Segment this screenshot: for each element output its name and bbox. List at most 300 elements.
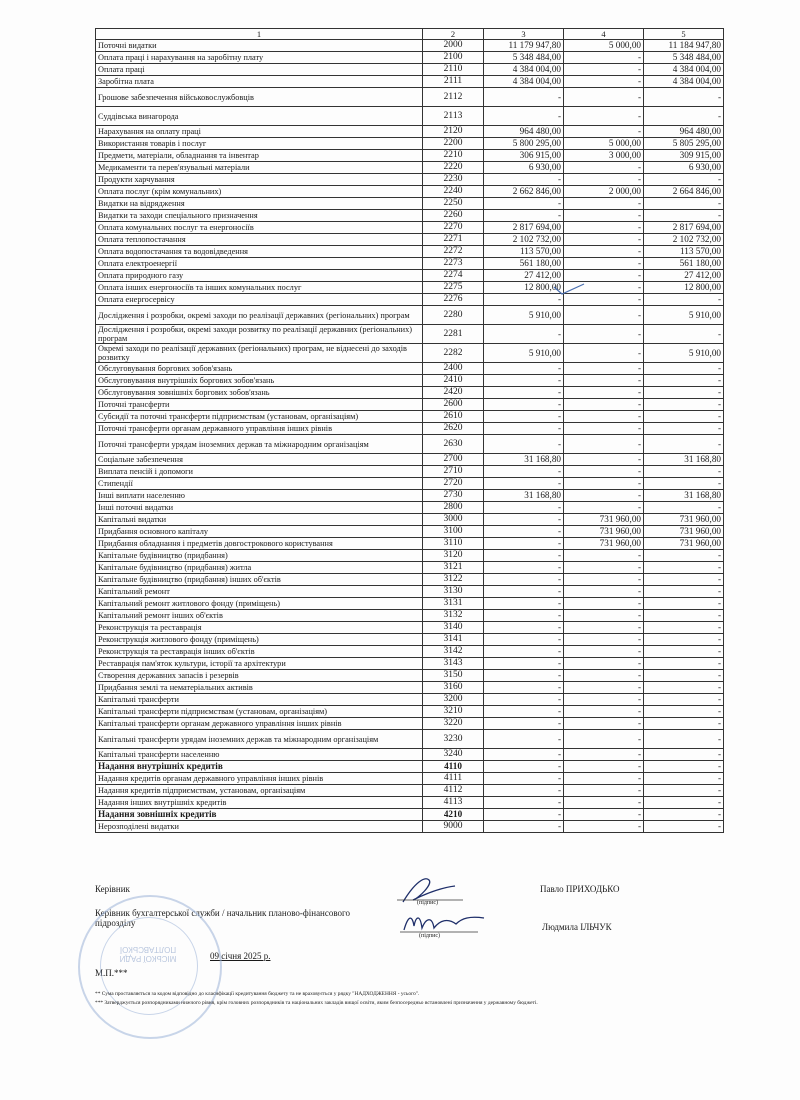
table-row xyxy=(96,186,724,198)
row-col5-cell: 11 184 947,80 xyxy=(644,40,724,52)
row-col4-cell: - xyxy=(564,562,644,574)
row-col4-cell: - xyxy=(564,622,644,634)
table-row xyxy=(96,246,724,258)
row-code-cell: 3150 xyxy=(423,670,484,682)
row-col4-cell: - xyxy=(564,107,644,126)
row-code-cell: 3230 xyxy=(423,730,484,749)
table-row xyxy=(96,174,724,186)
row-col5-cell: 5 805 295,00 xyxy=(644,138,724,150)
table-row xyxy=(96,586,724,598)
row-col3-cell: 113 570,00 xyxy=(484,246,564,258)
row-col4-cell: 731 960,00 xyxy=(564,538,644,550)
budget-table xyxy=(95,28,724,833)
row-col3-cell: 11 179 947,80 xyxy=(484,40,564,52)
row-col5-cell: - xyxy=(644,88,724,107)
row-name-cell: Реконструкція та реставрація інших об'єктів xyxy=(96,646,423,658)
row-col3-cell: - xyxy=(484,387,564,399)
row-col5-cell: - xyxy=(644,387,724,399)
row-col4-cell: - xyxy=(564,466,644,478)
table-header-row xyxy=(96,29,724,40)
table-row xyxy=(96,387,724,399)
row-code-cell: 3100 xyxy=(423,526,484,538)
row-col3-cell: - xyxy=(484,821,564,833)
row-col4-cell: - xyxy=(564,670,644,682)
table-row xyxy=(96,574,724,586)
row-col4-cell: - xyxy=(564,610,644,622)
row-col3-cell: 31 168,80 xyxy=(484,490,564,502)
row-col3-cell: 5 348 484,00 xyxy=(484,52,564,64)
table-row xyxy=(96,730,724,749)
table-row xyxy=(96,198,724,210)
table-row xyxy=(96,718,724,730)
row-code-cell: 3120 xyxy=(423,550,484,562)
row-col4-cell: 5 000,00 xyxy=(564,138,644,150)
row-name-cell: Обслуговування боргових зобов'язань xyxy=(96,363,423,375)
table-row xyxy=(96,126,724,138)
row-col3-cell: 27 412,00 xyxy=(484,270,564,282)
row-col3-cell: - xyxy=(484,718,564,730)
row-col4-cell: - xyxy=(564,785,644,797)
header-cell: 3 xyxy=(484,29,564,40)
row-col5-cell: - xyxy=(644,610,724,622)
row-code-cell: 2112 xyxy=(423,88,484,107)
row-col3-cell: - xyxy=(484,610,564,622)
row-code-cell: 3122 xyxy=(423,574,484,586)
row-col5-cell: 5 910,00 xyxy=(644,344,724,363)
table-row xyxy=(96,610,724,622)
row-col4-cell: - xyxy=(564,294,644,306)
row-col3-cell: - xyxy=(484,325,564,344)
table-row xyxy=(96,270,724,282)
row-col5-cell: 731 960,00 xyxy=(644,538,724,550)
row-col4-cell: - xyxy=(564,706,644,718)
row-col3-cell: - xyxy=(484,550,564,562)
row-name-cell: Використання товарів і послуг xyxy=(96,138,423,150)
row-name-cell: Субсидії та поточні трансферти підприємствам (установам, організаціям) xyxy=(96,411,423,423)
row-code-cell: 3140 xyxy=(423,622,484,634)
table-row xyxy=(96,538,724,550)
stamp-text: МІСЬКОЇ РАДИ ПОЛТАВСЬКОЇ xyxy=(119,945,177,963)
row-name-cell: Надання зовнішніх кредитів xyxy=(96,809,423,821)
row-name-cell: Капітальне будівництво (придбання) житла xyxy=(96,562,423,574)
row-col4-cell: - xyxy=(564,646,644,658)
row-col4-cell: - xyxy=(564,454,644,466)
head-label: Керівник xyxy=(95,884,130,894)
table-row xyxy=(96,399,724,411)
row-col4-cell: - xyxy=(564,749,644,761)
row-col4-cell: - xyxy=(564,88,644,107)
table-row xyxy=(96,785,724,797)
row-code-cell: 3131 xyxy=(423,598,484,610)
row-col4-cell: - xyxy=(564,363,644,375)
row-col5-cell: - xyxy=(644,622,724,634)
table-row xyxy=(96,435,724,454)
table-row xyxy=(96,634,724,646)
row-col4-cell: - xyxy=(564,52,644,64)
row-col3-cell: - xyxy=(484,478,564,490)
row-col4-cell: - xyxy=(564,162,644,174)
table-row xyxy=(96,76,724,88)
row-code-cell: 3142 xyxy=(423,646,484,658)
row-code-cell: 2220 xyxy=(423,162,484,174)
row-col3-cell: - xyxy=(484,375,564,387)
row-col3-cell: - xyxy=(484,174,564,186)
row-col4-cell: - xyxy=(564,773,644,785)
row-name-cell: Капітальні видатки xyxy=(96,514,423,526)
row-col4-cell: 3 000,00 xyxy=(564,150,644,162)
row-col5-cell: - xyxy=(644,634,724,646)
row-code-cell: 4110 xyxy=(423,761,484,773)
row-col5-cell: - xyxy=(644,821,724,833)
row-code-cell: 3210 xyxy=(423,706,484,718)
row-col4-cell: - xyxy=(564,344,644,363)
table-row xyxy=(96,52,724,64)
row-code-cell: 2630 xyxy=(423,435,484,454)
row-code-cell: 2281 xyxy=(423,325,484,344)
row-code-cell: 2100 xyxy=(423,52,484,64)
row-col4-cell: - xyxy=(564,658,644,670)
table-row xyxy=(96,40,724,52)
table-row xyxy=(96,423,724,435)
table-row xyxy=(96,658,724,670)
table-row xyxy=(96,222,724,234)
accountant-label: Керівник бухгалтерської служби / начальник планово-фінансового підрозділу xyxy=(95,908,351,928)
row-col5-cell: 27 412,00 xyxy=(644,270,724,282)
row-col4-cell: - xyxy=(564,730,644,749)
table-row xyxy=(96,258,724,270)
row-code-cell: 2120 xyxy=(423,126,484,138)
row-col4-cell: - xyxy=(564,306,644,325)
table-row xyxy=(96,294,724,306)
table-row xyxy=(96,694,724,706)
row-name-cell: Дослідження і розробки, окремі заходи розвитку по реалізації державних (регіональних) програм xyxy=(96,325,423,344)
row-col5-cell: - xyxy=(644,785,724,797)
table-row xyxy=(96,466,724,478)
table-row xyxy=(96,64,724,76)
row-code-cell: 2282 xyxy=(423,344,484,363)
row-name-cell: Видатки та заходи спеціального призначення xyxy=(96,210,423,222)
table-row xyxy=(96,821,724,833)
row-col5-cell: 731 960,00 xyxy=(644,514,724,526)
table-row xyxy=(96,761,724,773)
row-code-cell: 3200 xyxy=(423,694,484,706)
row-name-cell: Нерозподілені видатки xyxy=(96,821,423,833)
row-col5-cell: 309 915,00 xyxy=(644,150,724,162)
row-col5-cell: - xyxy=(644,550,724,562)
row-name-cell: Видатки на відрядження xyxy=(96,198,423,210)
table-row xyxy=(96,306,724,325)
row-col5-cell: - xyxy=(644,658,724,670)
row-col3-cell: - xyxy=(484,574,564,586)
official-stamp xyxy=(78,895,222,1039)
row-name-cell: Капітальний ремонт xyxy=(96,586,423,598)
table-row xyxy=(96,550,724,562)
row-col5-cell: 731 960,00 xyxy=(644,526,724,538)
table-row xyxy=(96,809,724,821)
row-col5-cell: - xyxy=(644,294,724,306)
row-code-cell: 2700 xyxy=(423,454,484,466)
row-col5-cell: - xyxy=(644,375,724,387)
table-row xyxy=(96,325,724,344)
row-col5-cell: 5 348 484,00 xyxy=(644,52,724,64)
row-col4-cell: - xyxy=(564,234,644,246)
row-code-cell: 4112 xyxy=(423,785,484,797)
row-name-cell: Оплата праці xyxy=(96,64,423,76)
row-col3-cell: 561 180,00 xyxy=(484,258,564,270)
row-col4-cell: - xyxy=(564,490,644,502)
row-code-cell: 2275 xyxy=(423,282,484,294)
row-col3-cell: - xyxy=(484,294,564,306)
row-code-cell: 2260 xyxy=(423,210,484,222)
row-col5-cell: - xyxy=(644,574,724,586)
row-name-cell: Суддівська винагорода xyxy=(96,107,423,126)
row-col3-cell: - xyxy=(484,785,564,797)
header-cell: 1 xyxy=(96,29,423,40)
row-col3-cell: - xyxy=(484,682,564,694)
row-col3-cell: 306 915,00 xyxy=(484,150,564,162)
row-code-cell: 2730 xyxy=(423,490,484,502)
header-cell: 5 xyxy=(644,29,724,40)
row-code-cell: 2113 xyxy=(423,107,484,126)
row-code-cell: 2720 xyxy=(423,478,484,490)
row-col4-cell: - xyxy=(564,502,644,514)
table-row xyxy=(96,622,724,634)
row-name-cell: Реставрація пам'яток культури, історії та архітектури xyxy=(96,658,423,670)
row-col5-cell: - xyxy=(644,174,724,186)
date: 09 січня 2025 р. xyxy=(210,951,271,961)
row-col5-cell: - xyxy=(644,598,724,610)
table-row xyxy=(96,138,724,150)
row-col4-cell: - xyxy=(564,586,644,598)
row-col5-cell: - xyxy=(644,670,724,682)
row-col5-cell: - xyxy=(644,466,724,478)
row-col5-cell: 4 384 004,00 xyxy=(644,76,724,88)
row-code-cell: 3121 xyxy=(423,562,484,574)
row-col3-cell: 4 384 004,00 xyxy=(484,64,564,76)
row-col3-cell: - xyxy=(484,658,564,670)
row-name-cell: Поточні трансферти органам державного управління інших рівнів xyxy=(96,423,423,435)
row-col4-cell: - xyxy=(564,387,644,399)
row-col5-cell: - xyxy=(644,435,724,454)
row-col4-cell: - xyxy=(564,399,644,411)
row-name-cell: Нарахування на оплату праці xyxy=(96,126,423,138)
table-row xyxy=(96,162,724,174)
row-col5-cell: - xyxy=(644,586,724,598)
row-code-cell: 2273 xyxy=(423,258,484,270)
row-col5-cell: - xyxy=(644,562,724,574)
row-code-cell: 4111 xyxy=(423,773,484,785)
table-row xyxy=(96,682,724,694)
row-col5-cell: 964 480,00 xyxy=(644,126,724,138)
row-col5-cell: - xyxy=(644,730,724,749)
table-row xyxy=(96,749,724,761)
row-code-cell: 2110 xyxy=(423,64,484,76)
row-col4-cell: - xyxy=(564,246,644,258)
row-code-cell: 2000 xyxy=(423,40,484,52)
row-col5-cell: - xyxy=(644,646,724,658)
row-col4-cell: - xyxy=(564,574,644,586)
row-col3-cell: - xyxy=(484,694,564,706)
row-col4-cell: - xyxy=(564,478,644,490)
row-code-cell: 2410 xyxy=(423,375,484,387)
table-row xyxy=(96,478,724,490)
row-col5-cell: - xyxy=(644,718,724,730)
row-name-cell: Грошове забезпечення військовослужбовців xyxy=(96,88,423,107)
row-name-cell: Оплата комунальних послуг та енергоносіїв xyxy=(96,222,423,234)
row-name-cell: Надання внутрішніх кредитів xyxy=(96,761,423,773)
row-col4-cell: - xyxy=(564,761,644,773)
table-row xyxy=(96,234,724,246)
row-code-cell: 2600 xyxy=(423,399,484,411)
row-col5-cell: - xyxy=(644,411,724,423)
row-col5-cell: 2 817 694,00 xyxy=(644,222,724,234)
row-col3-cell: 4 384 004,00 xyxy=(484,76,564,88)
row-name-cell: Надання кредитів підприємствам, установам, організаціям xyxy=(96,785,423,797)
row-col3-cell: - xyxy=(484,423,564,435)
row-name-cell: Інші поточні видатки xyxy=(96,502,423,514)
row-col5-cell: - xyxy=(644,706,724,718)
footnote-2: ** Сума проставляється за кодом відповідно до класифікації кредитування бюджету та не враховується у рядку "НАДХОДЖЕННЯ - усього". xyxy=(95,991,420,997)
row-col4-cell: - xyxy=(564,694,644,706)
row-name-cell: Обслуговування внутрішніх боргових зобов'язань xyxy=(96,375,423,387)
accountant-signature-icon xyxy=(398,908,488,938)
row-col3-cell: 12 800,00 xyxy=(484,282,564,294)
row-col3-cell: - xyxy=(484,88,564,107)
row-col4-cell: - xyxy=(564,797,644,809)
row-col3-cell: - xyxy=(484,670,564,682)
row-code-cell: 2610 xyxy=(423,411,484,423)
row-col4-cell: - xyxy=(564,718,644,730)
row-name-cell: Оплата праці і нарахування на заробітну плату xyxy=(96,52,423,64)
row-code-cell: 3220 xyxy=(423,718,484,730)
row-name-cell: Предмети, матеріали, обладнання та інвентар xyxy=(96,150,423,162)
table-row xyxy=(96,454,724,466)
row-name-cell: Реконструкція житлового фонду (приміщень) xyxy=(96,634,423,646)
row-col3-cell: - xyxy=(484,598,564,610)
header-cell: 2 xyxy=(423,29,484,40)
row-col5-cell: - xyxy=(644,761,724,773)
row-name-cell: Надання кредитів органам державного управління інших рівнів xyxy=(96,773,423,785)
row-col4-cell: - xyxy=(564,198,644,210)
row-col5-cell: 113 570,00 xyxy=(644,246,724,258)
row-name-cell: Виплата пенсій і допомоги xyxy=(96,466,423,478)
row-col5-cell: - xyxy=(644,478,724,490)
row-name-cell: Оплата теплопостачання xyxy=(96,234,423,246)
table-row xyxy=(96,514,724,526)
row-col3-cell: - xyxy=(484,586,564,598)
row-col4-cell: - xyxy=(564,598,644,610)
row-col3-cell: 31 168,80 xyxy=(484,454,564,466)
row-col3-cell: - xyxy=(484,797,564,809)
row-code-cell: 3110 xyxy=(423,538,484,550)
row-code-cell: 2111 xyxy=(423,76,484,88)
row-code-cell: 2710 xyxy=(423,466,484,478)
table-row xyxy=(96,797,724,809)
row-name-cell: Капітальний ремонт інших об'єктів xyxy=(96,610,423,622)
row-col5-cell: 31 168,80 xyxy=(644,490,724,502)
row-col3-cell: - xyxy=(484,622,564,634)
row-col4-cell: - xyxy=(564,282,644,294)
row-code-cell: 2210 xyxy=(423,150,484,162)
row-col4-cell: - xyxy=(564,682,644,694)
row-name-cell: Капітальне будівництво (придбання) інших об'єктів xyxy=(96,574,423,586)
row-col4-cell: - xyxy=(564,423,644,435)
row-col5-cell: - xyxy=(644,682,724,694)
row-col3-cell: - xyxy=(484,749,564,761)
row-col4-cell: - xyxy=(564,76,644,88)
row-col4-cell: - xyxy=(564,411,644,423)
row-code-cell: 9000 xyxy=(423,821,484,833)
row-name-cell: Капітальні трансферти xyxy=(96,694,423,706)
row-col4-cell: - xyxy=(564,634,644,646)
row-name-cell: Оплата електроенергії xyxy=(96,258,423,270)
row-col3-cell: - xyxy=(484,466,564,478)
row-col3-cell: 2 817 694,00 xyxy=(484,222,564,234)
row-code-cell: 2620 xyxy=(423,423,484,435)
row-code-cell: 2250 xyxy=(423,198,484,210)
row-col3-cell: - xyxy=(484,399,564,411)
row-col3-cell: - xyxy=(484,363,564,375)
row-code-cell: 4210 xyxy=(423,809,484,821)
row-col5-cell: - xyxy=(644,773,724,785)
row-code-cell: 2272 xyxy=(423,246,484,258)
row-col3-cell: - xyxy=(484,761,564,773)
row-name-cell: Капітальні трансферти підприємствам (установам, організаціям) xyxy=(96,706,423,718)
row-col3-cell: 6 930,00 xyxy=(484,162,564,174)
row-col5-cell: - xyxy=(644,325,724,344)
row-col3-cell: 2 662 846,00 xyxy=(484,186,564,198)
row-col5-cell: 561 180,00 xyxy=(644,258,724,270)
row-col3-cell: - xyxy=(484,526,564,538)
row-col5-cell: - xyxy=(644,809,724,821)
checkmark-icon xyxy=(552,283,586,297)
accountant-signature-caption: (підпис) xyxy=(419,933,441,939)
row-col4-cell: - xyxy=(564,325,644,344)
row-name-cell: Оплата водопостачання та водовідведення xyxy=(96,246,423,258)
row-col3-cell: - xyxy=(484,502,564,514)
row-col4-cell: - xyxy=(564,270,644,282)
row-col3-cell: - xyxy=(484,198,564,210)
row-col4-cell: - xyxy=(564,258,644,270)
table-row xyxy=(96,646,724,658)
row-col5-cell: 12 800,00 xyxy=(644,282,724,294)
row-col5-cell: 4 384 004,00 xyxy=(644,64,724,76)
row-name-cell: Медикаменти та перев'язувальні матеріали xyxy=(96,162,423,174)
row-name-cell: Обслуговування зовнішніх боргових зобов'язань xyxy=(96,387,423,399)
table-row xyxy=(96,706,724,718)
row-name-cell: Оплата природного газу xyxy=(96,270,423,282)
row-name-cell: Окремі заходи по реалізації державних (регіональних) програм, не віднесені до заходів розвитку xyxy=(96,344,423,363)
row-col4-cell: - xyxy=(564,210,644,222)
row-name-cell: Капітальне будівництво (придбання) xyxy=(96,550,423,562)
row-code-cell: 2420 xyxy=(423,387,484,399)
row-col4-cell: - xyxy=(564,222,644,234)
row-col4-cell: - xyxy=(564,821,644,833)
row-col3-cell: - xyxy=(484,706,564,718)
row-code-cell: 4113 xyxy=(423,797,484,809)
row-name-cell: Інші виплати населенню xyxy=(96,490,423,502)
head-signature-caption: (підпис) xyxy=(417,900,439,906)
row-code-cell: 2270 xyxy=(423,222,484,234)
row-name-cell: Соціальне забезпечення xyxy=(96,454,423,466)
row-col3-cell: - xyxy=(484,773,564,785)
row-name-cell: Поточні трансферти xyxy=(96,399,423,411)
row-col5-cell: 5 910,00 xyxy=(644,306,724,325)
row-col3-cell: 5 800 295,00 xyxy=(484,138,564,150)
row-code-cell: 3000 xyxy=(423,514,484,526)
row-col5-cell: - xyxy=(644,210,724,222)
row-name-cell: Капітальні трансферти населенню xyxy=(96,749,423,761)
